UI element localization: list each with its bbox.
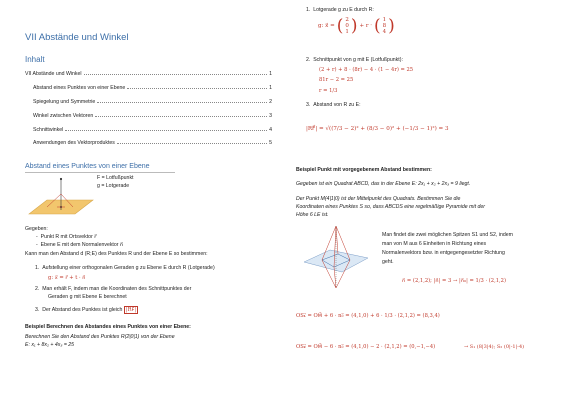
item-3-label: 3. Abstand von R zu E: <box>306 102 361 108</box>
heading-underline <box>25 172 175 173</box>
intersection-result: r = 1/3 <box>319 88 338 94</box>
example-paragraph: Koordinaten eines Punktes S so, dass ABCDS eine regelmäßige Pyramide mit der <box>296 204 485 210</box>
step-1-formula: g: x⃗ = r⃗ + t · n⃗ <box>48 275 86 281</box>
example-heading: Beispiel Punkt mit vorgegebenem Abstand bestimmen: <box>296 167 432 173</box>
lotgerade-formula: g: x⃗ = ( 2 0 1 ) + r · ( 1 8 4 ) <box>318 15 395 36</box>
given-text: Kann man den Abstand d (R;E) des Punktes R und der Ebene E so bestimmen: <box>25 251 208 257</box>
intersection-equation: 81r − 2 = 25 <box>319 77 354 83</box>
item-2-label: 2. Schnittpunkt von g mit E (Lotfußpunkt): <box>306 57 403 63</box>
example-heading: Beispiel Berechnen des Abstandes eines Punktes von einer Ebene: <box>25 324 191 330</box>
step-3: 3. Der Abstand des Punktes ist gleich |RF⃗| <box>35 307 137 313</box>
item-1-label: 1. Lotgerade g zu E durch R: <box>306 7 374 13</box>
example-equation: E: x₁ + 8x₂ + 4x₃ = 25 <box>25 342 75 348</box>
given-item: - Punkt R mit Ortsvektor r⃗ <box>36 234 97 240</box>
step-2: 2. Man erhält F, indem man die Koordinaten des Schnittpunktes der <box>35 286 192 292</box>
result-points: → S₁ (8|3|4); S₂ (0|-1|-4) <box>464 344 525 350</box>
side-text: geht. <box>382 259 394 265</box>
toc-entry[interactable]: VII Abstände und Winkel 1 <box>25 71 272 77</box>
toc-heading: Inhalt <box>25 55 45 64</box>
s1-formula: OS₁⃗ = OM⃗ + 6 · n₀⃗ = (4,1,0) + 6 · 1/3 · (2,1,2) = (8,3,4) <box>296 313 440 319</box>
toc-entry[interactable]: Anwendungen des Vektorproduktes 5 <box>33 140 272 146</box>
section-heading: Abstand eines Punktes von einer Ebene <box>25 163 150 170</box>
example-text: Berechnen Sie den Abstand des Punktes R(2|0|1) von der Ebene <box>25 334 175 340</box>
example-paragraph: Der Punkt M(4|1|0) ist der Mittelpunkt des Quadrats. Bestimmen Sie die <box>296 196 461 202</box>
distance-formula: |RF⃗| = √((7/3 − 2)² + (8/3 − 0)² + (−1/3 − 1)²) = 3 <box>306 126 449 132</box>
toc-entry[interactable]: Schnittwinkel 4 <box>33 127 272 133</box>
example-paragraph: Höhe 6 LE ist. <box>296 212 329 218</box>
side-text: Normalenvektors bzw. in entgegengesetzter Richtung <box>382 250 505 256</box>
distance-box: |RF⃗| <box>125 307 137 313</box>
chapter-title: VII Abstände und Winkel <box>25 32 129 43</box>
figure-label-g: g = Lotgerade <box>97 183 130 189</box>
toc-entry[interactable]: Winkel zwischen Vektoren 3 <box>33 113 272 119</box>
figure-label-f: F = Lotfußpunkt <box>97 175 134 181</box>
example-given: Gegeben ist ein Quadrat ABCD, das in der Ebene E: 2x₁ + x₂ + 2x₃ = 9 liegt. <box>296 181 471 187</box>
toc-entry[interactable]: Spiegelung und Symmetrie 2 <box>33 99 272 105</box>
double-pyramid-figure <box>300 222 372 292</box>
step-2-cont: Geraden g mit Ebene E berechnet <box>48 294 127 300</box>
toc-entry[interactable]: Abstand eines Punktes von einer Ebene 1 <box>33 85 272 91</box>
given-item: - Ebene E mit dem Normalenvektor n⃗ <box>36 242 124 248</box>
side-text: man von M aus 6 Einheiten in Richtung eines <box>382 241 487 247</box>
given-heading: Gegeben: <box>25 226 48 232</box>
plane-perpendicular-figure <box>27 174 95 220</box>
normal-vector-formula: n⃗ = (2,1,2); |n⃗| = 3 → |n⃗₀| = 1/3 · (2,1,2) <box>402 278 506 284</box>
side-text: Man findet die zwei möglichen Spitzen S1 und S2, indem <box>382 232 513 238</box>
s2-formula: OS₂⃗ = OM⃗ − 6 · n₀⃗ = (4,1,0) − 2 · (2,1,2) = (0,−1,−4) <box>296 344 436 350</box>
step-1: 1. Aufstellung einer orthogonalen Geraden g zu Ebene E durch R (Lotgerade) <box>35 265 215 271</box>
intersection-equation: (2 + r) + 8 · (8r) − 4 · (1 − 4r) = 25 <box>319 67 414 73</box>
